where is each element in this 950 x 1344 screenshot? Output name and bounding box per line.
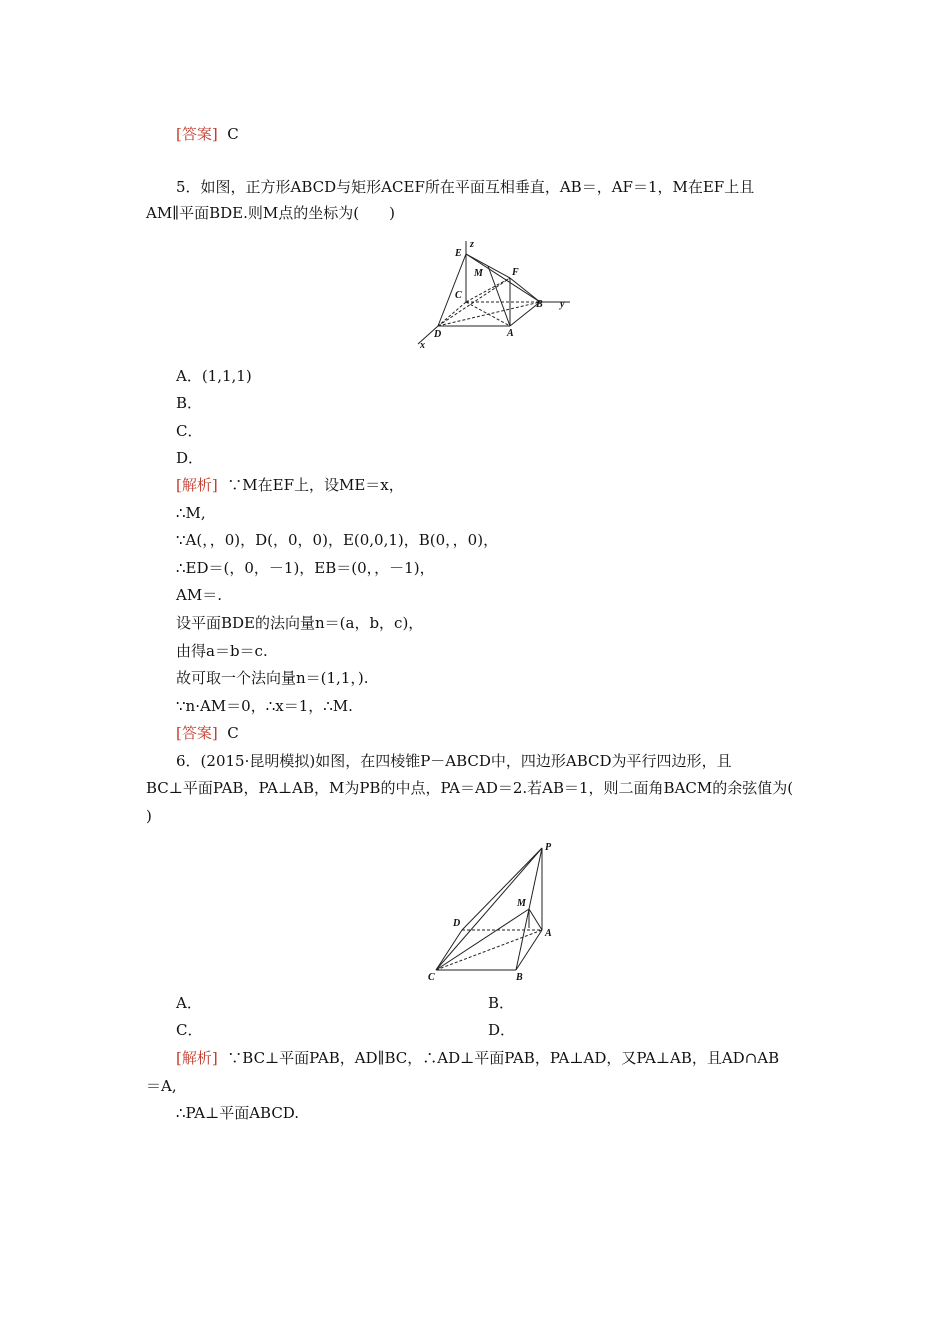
q6-line1 — [176, 751, 732, 771]
q6-number: 6． — [176, 752, 201, 770]
q6-line2: BC⊥平面PAB，PA⊥AB，M为PB的中点，PA＝AD＝2.若AB＝1，则二面角BACM的余弦值为( — [146, 779, 794, 797]
q5-analysis-text-1: ∵M在EF上，设ME＝x， — [227, 476, 404, 494]
q5-line1 — [176, 177, 754, 197]
q5-analysis-line4: ∴ED＝(，0，－1)，EB＝(0，，－1)， — [176, 559, 435, 577]
label-y: y — [560, 299, 565, 310]
q5-analysis-line8: 故可取一个法向量n＝(1,1，). — [176, 669, 369, 687]
label-P: P — [545, 842, 552, 853]
q6-line3: ) — [146, 807, 152, 825]
label-C6: C — [428, 972, 435, 983]
answer-value: C — [227, 125, 239, 143]
q6-analysis-text-1: ∵BC⊥平面PAB，AD∥BC，∴AD⊥平面PAB，PA⊥AD，又PA⊥AB，且AD∩AB — [227, 1049, 780, 1067]
label-A: A — [507, 328, 514, 339]
q5-analysis-line1 — [176, 475, 404, 495]
q6-analysis-tag: [解析] — [176, 1049, 218, 1067]
label-A6: A — [545, 928, 552, 939]
q5-analysis-line7: 由得a＝b＝c. — [176, 642, 268, 660]
label-F: F — [512, 267, 519, 278]
q5-option-d: D． — [176, 449, 204, 467]
q5-answer-tag: [答案] — [176, 724, 218, 742]
label-B: B — [536, 299, 543, 310]
q5-answer-value: C — [227, 724, 239, 742]
q6-analysis-line3: ∴PA⊥平面ABCD. — [176, 1104, 300, 1122]
q6-option-b: B． — [488, 994, 515, 1012]
label-D6: D — [453, 918, 461, 929]
q6-option-c: C． — [176, 1021, 203, 1039]
label-M: M — [474, 268, 483, 279]
q5-option-c: C． — [176, 422, 203, 440]
q5-analysis-line9: ∵n·AM＝0，∴x＝1，∴M. — [176, 697, 353, 715]
q5-analysis-line3: ∵A(，，0)，D(，0，0)，E(0,0,1)，B(0，，0)， — [176, 531, 499, 549]
q6-analysis-line2: ＝A, — [146, 1077, 177, 1095]
q6-analysis-line1 — [176, 1048, 779, 1068]
label-x: x — [420, 340, 425, 351]
q5-figure-cube — [410, 236, 575, 351]
label-C: C — [455, 290, 462, 301]
q6-option-a: A． — [176, 994, 202, 1012]
answer-tag: [答案] — [176, 125, 218, 143]
q5-stem-1: 如图，正方形ABCD与矩形ACEF所在平面互相垂直，AB＝，AF＝1，M在EF上且 — [200, 178, 755, 196]
label-M6: M — [517, 898, 526, 909]
q5-number: 5． — [176, 178, 201, 196]
label-D: D — [434, 329, 442, 340]
q5-analysis-line2: ∴M, — [176, 504, 206, 522]
q6-stem-1: (2015·昆明模拟)如图，在四棱锥P－ABCD中，四边形ABCD为平行四边形，且 — [200, 752, 732, 770]
analysis-tag: [解析] — [176, 476, 218, 494]
q6-figure-pyramid — [420, 838, 565, 983]
label-E: E — [455, 248, 462, 259]
label-z: z — [470, 239, 474, 250]
q5-option-a: A．(1,1,1) — [176, 367, 252, 385]
label-B6: B — [516, 972, 523, 983]
answer-line-top — [176, 124, 239, 144]
q5-option-b: B． — [176, 394, 203, 412]
q5-analysis-line5: AM＝. — [176, 586, 222, 604]
q6-option-d: D． — [488, 1021, 516, 1039]
q5-analysis-line6: 设平面BDE的法向量n＝(a，b，c)， — [176, 614, 424, 632]
q5-answer-line — [176, 723, 239, 743]
q5-line2: AM∥平面BDE.则M点的坐标为( ) — [146, 204, 395, 222]
